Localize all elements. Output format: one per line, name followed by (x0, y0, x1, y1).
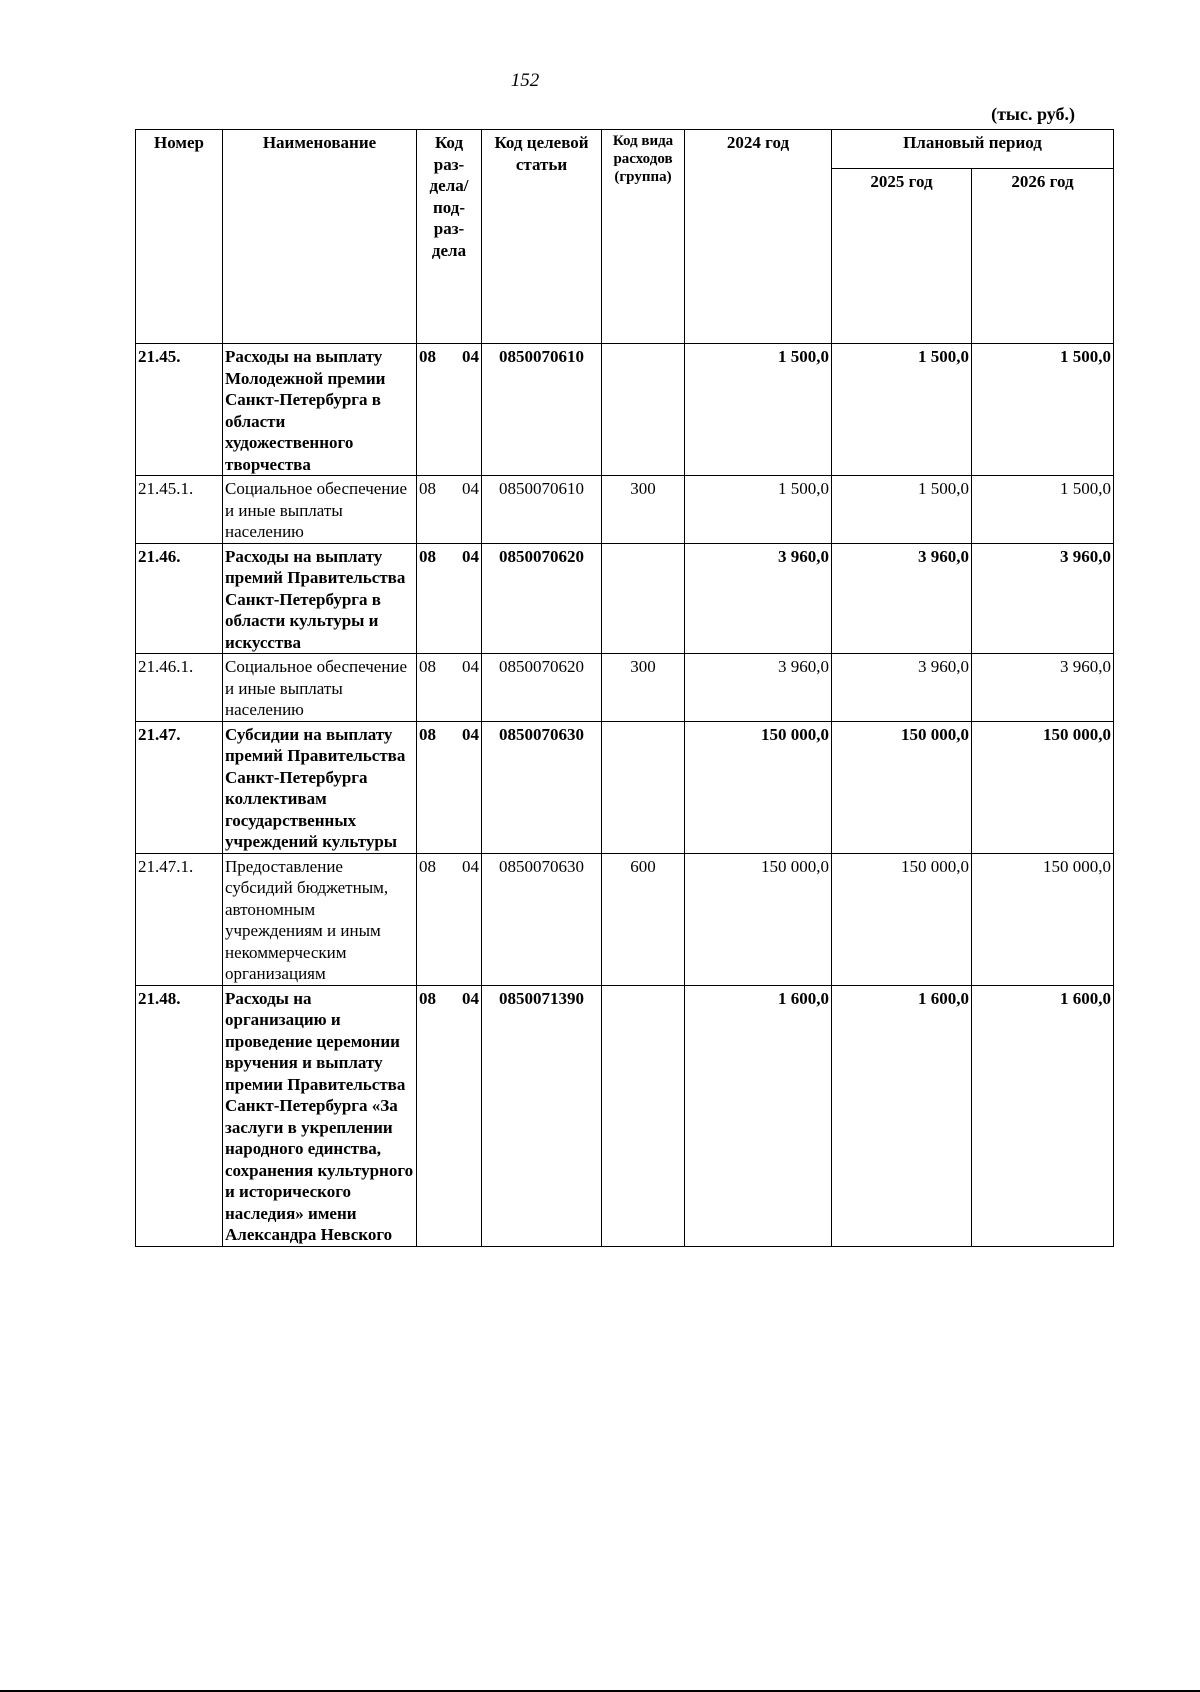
row-target-code: 0850070620 (482, 654, 602, 722)
row-value-2025: 1 500,0 (832, 476, 972, 544)
table-row (136, 853, 1114, 985)
section-code: 08 (419, 988, 436, 1008)
row-value-2026: 3 960,0 (972, 543, 1114, 654)
row-section-code (417, 543, 482, 654)
row-expense-group (602, 344, 685, 476)
row-expense-group: 300 (602, 654, 685, 722)
row-value-2025: 3 960,0 (832, 543, 972, 654)
table-row (136, 985, 1114, 1246)
row-value-2024: 1 500,0 (685, 344, 832, 476)
row-value-2025: 1 500,0 (832, 344, 972, 476)
row-target-code: 0850070630 (482, 721, 602, 853)
header-target-code: Код целевой статьи (482, 130, 602, 344)
header-plan-period: Плановый период (832, 130, 1114, 169)
subsection-code: 04 (462, 546, 479, 566)
section-code: 08 (419, 657, 436, 676)
row-number: 21.48. (136, 985, 223, 1246)
section-code: 08 (419, 347, 436, 366)
subsection-code: 04 (462, 724, 479, 744)
header-2025: 2025 год (832, 169, 972, 344)
row-value-2025: 1 600,0 (832, 985, 972, 1246)
table-row (136, 543, 1114, 654)
row-expense-group (602, 985, 685, 1246)
row-name: Расходы на выплату премий Правительства Санкт-Петербурга в области культуры и искусства (223, 543, 417, 654)
table-row (136, 654, 1114, 722)
subsection-code: 04 (462, 479, 479, 498)
row-name: Расходы на организацию и проведение церемонии вручения и выплату премии Правительства Санкт-Петербурга «За заслуги в укреплении народного единства, сохранения культурного и исторического наследия» имени Александра Невского (223, 985, 417, 1246)
table-row (136, 476, 1114, 544)
row-number: 21.47. (136, 721, 223, 853)
header-2024: 2024 год (685, 130, 832, 344)
row-section-code (417, 985, 482, 1246)
row-value-2024: 3 960,0 (685, 654, 832, 722)
subsection-code: 04 (462, 988, 479, 1008)
page-number: 152 (510, 70, 540, 91)
row-expense-group: 300 (602, 476, 685, 544)
row-target-code: 0850070630 (482, 853, 602, 985)
row-name: Социальное обеспечение и иные выплаты населению (223, 654, 417, 722)
row-number: 21.47.1. (136, 853, 223, 985)
header-number: Номер (136, 130, 223, 344)
row-value-2025: 3 960,0 (832, 654, 972, 722)
row-name: Расходы на выплату Молодежной премии Санкт-Петербурга в области художественного творчества (223, 344, 417, 476)
row-value-2025: 150 000,0 (832, 721, 972, 853)
row-value-2026: 1 600,0 (972, 985, 1114, 1246)
header-expense-type-code: Код вида расходов (группа) (602, 130, 685, 344)
row-target-code: 0850070620 (482, 543, 602, 654)
row-value-2024: 150 000,0 (685, 721, 832, 853)
header-name: Наименование (223, 130, 417, 344)
row-target-code: 0850070610 (482, 476, 602, 544)
row-value-2026: 150 000,0 (972, 721, 1114, 853)
row-value-2024: 1 500,0 (685, 476, 832, 544)
row-number: 21.46.1. (136, 654, 223, 722)
row-value-2024: 150 000,0 (685, 853, 832, 985)
row-value-2026: 3 960,0 (972, 654, 1114, 722)
row-target-code: 0850071390 (482, 985, 602, 1246)
row-section-code (417, 476, 482, 544)
budget-table (135, 129, 1114, 1247)
section-code: 08 (419, 546, 436, 566)
table-body (136, 344, 1114, 1247)
subsection-code: 04 (462, 657, 479, 676)
row-name: Предоставление субсидий бюджетным, автономным учреждениям и иным некоммерческим организациям (223, 853, 417, 985)
table-row (136, 344, 1114, 476)
row-value-2025: 150 000,0 (832, 853, 972, 985)
row-target-code: 0850070610 (482, 344, 602, 476)
row-name: Социальное обеспечение и иные выплаты населению (223, 476, 417, 544)
row-value-2026: 150 000,0 (972, 853, 1114, 985)
row-expense-group (602, 543, 685, 654)
section-code: 08 (419, 856, 436, 876)
header-2026: 2026 год (972, 169, 1114, 344)
table-row (136, 721, 1114, 853)
row-value-2026: 1 500,0 (972, 344, 1114, 476)
header-section-code: Код раз-дела/ под-раз-дела (417, 130, 482, 344)
row-expense-group: 600 (602, 853, 685, 985)
row-section-code (417, 721, 482, 853)
row-section-code (417, 344, 482, 476)
subsection-code: 04 (462, 347, 479, 366)
section-code: 08 (419, 724, 436, 744)
row-number: 21.45.1. (136, 476, 223, 544)
row-section-code (417, 654, 482, 722)
units-label: (тыс. руб.) (991, 104, 1075, 124)
row-name: Субсидии на выплату премий Правительства Санкт-Петербурга коллективам государственных учреждений культуры (223, 721, 417, 853)
row-value-2024: 1 600,0 (685, 985, 832, 1246)
row-number: 21.45. (136, 344, 223, 476)
row-section-code (417, 853, 482, 985)
row-value-2026: 1 500,0 (972, 476, 1114, 544)
row-expense-group (602, 721, 685, 853)
section-code: 08 (419, 479, 436, 498)
row-value-2024: 3 960,0 (685, 543, 832, 654)
subsection-code: 04 (462, 856, 479, 876)
row-number: 21.46. (136, 543, 223, 654)
